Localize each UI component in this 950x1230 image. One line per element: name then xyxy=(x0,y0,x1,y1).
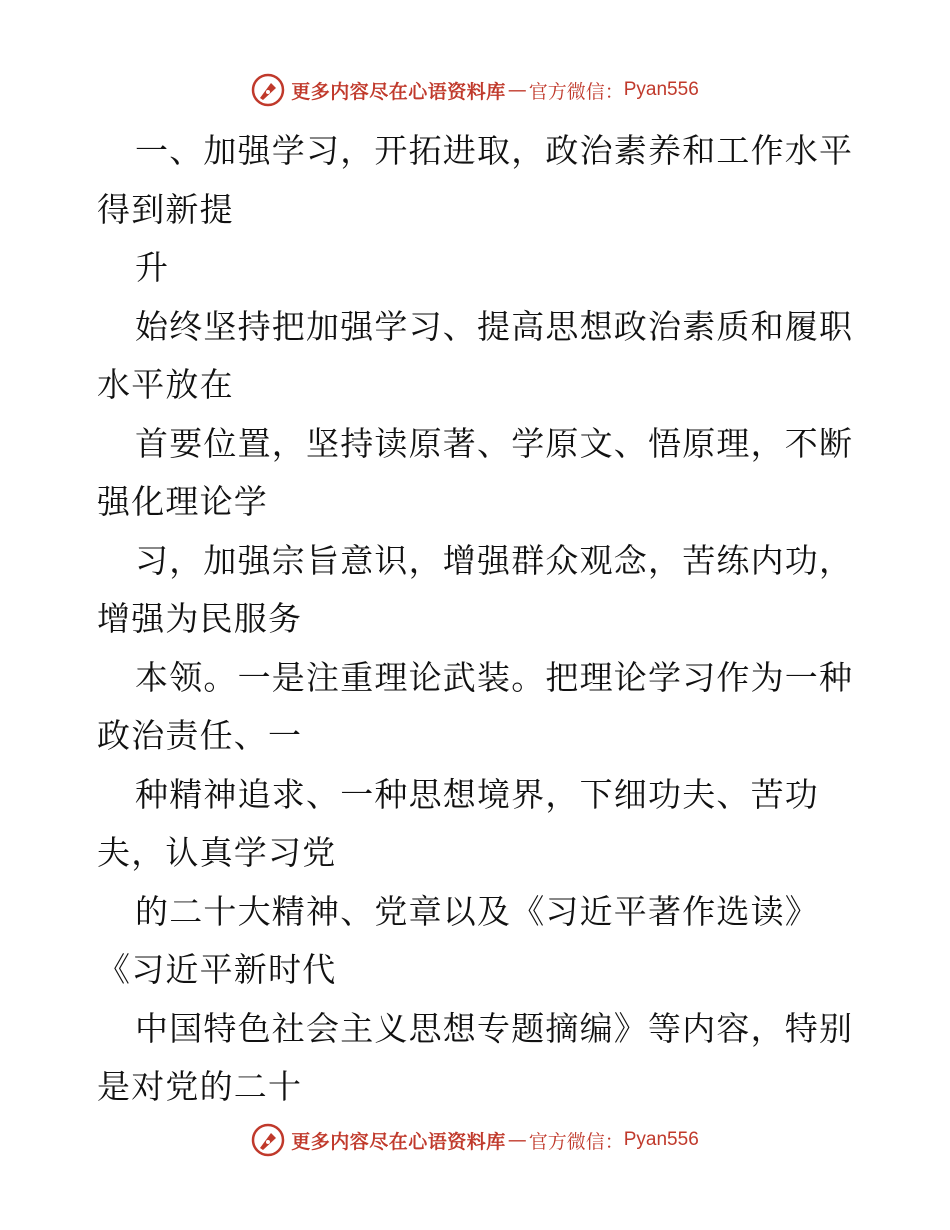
body-line: 得到新提 xyxy=(97,189,234,229)
body-line: 水平放在 xyxy=(97,365,234,404)
banner-dash: — xyxy=(507,79,527,101)
body-line: 中国特色社会主义思想专题摘编》等内容，特别 xyxy=(135,1008,854,1048)
banner-wechat-id: Pyan556 xyxy=(623,79,699,100)
body-line: 政治责任、一 xyxy=(97,716,303,755)
body-line: 的二十大精神、党章以及《习近平著作选读》 xyxy=(135,891,819,931)
banner-title: 更多内容尽在心语资料库 xyxy=(291,80,506,103)
body-line: 强化理论学 xyxy=(97,482,268,521)
body-line: 是对党的二十 xyxy=(97,1067,303,1106)
footer-banner xyxy=(0,1120,950,1160)
body-line: 首要位置，坚持读原著、学原文、悟原理，不断 xyxy=(135,423,854,463)
header-banner xyxy=(0,70,950,110)
body-line: 《习近平新时代 xyxy=(97,950,337,989)
banner-title: 更多内容尽在心语资料库 xyxy=(291,1130,506,1153)
banner-subtitle: 官方微信： xyxy=(528,80,624,103)
body-line: 一、加强学习，开拓进取，政治素养和工作水平 xyxy=(135,131,854,170)
banner-subtitle: 官方微信： xyxy=(528,1130,624,1153)
banner-dash: — xyxy=(507,1129,527,1151)
body-line: 夫，认真学习党 xyxy=(97,833,337,872)
body-line: 种精神追求、一种思想境界，下细功夫、苦功 xyxy=(135,774,819,814)
body-line: 本领。一是注重理论武装。把理论学习作为一种 xyxy=(135,657,854,697)
body-line: 增强为民服务 xyxy=(97,599,303,638)
pen-nib-logo-icon xyxy=(251,73,285,107)
body-line: 习，加强宗旨意识，增强群众观念，苦练内功， xyxy=(135,540,854,580)
banner-wechat-id: Pyan556 xyxy=(623,1129,699,1150)
document-body xyxy=(97,122,857,1117)
body-line: 始终坚持把加强学习、提高思想政治素质和履职 xyxy=(135,306,854,346)
pen-nib-logo-icon xyxy=(251,1123,285,1157)
body-line: 升 xyxy=(135,248,170,287)
